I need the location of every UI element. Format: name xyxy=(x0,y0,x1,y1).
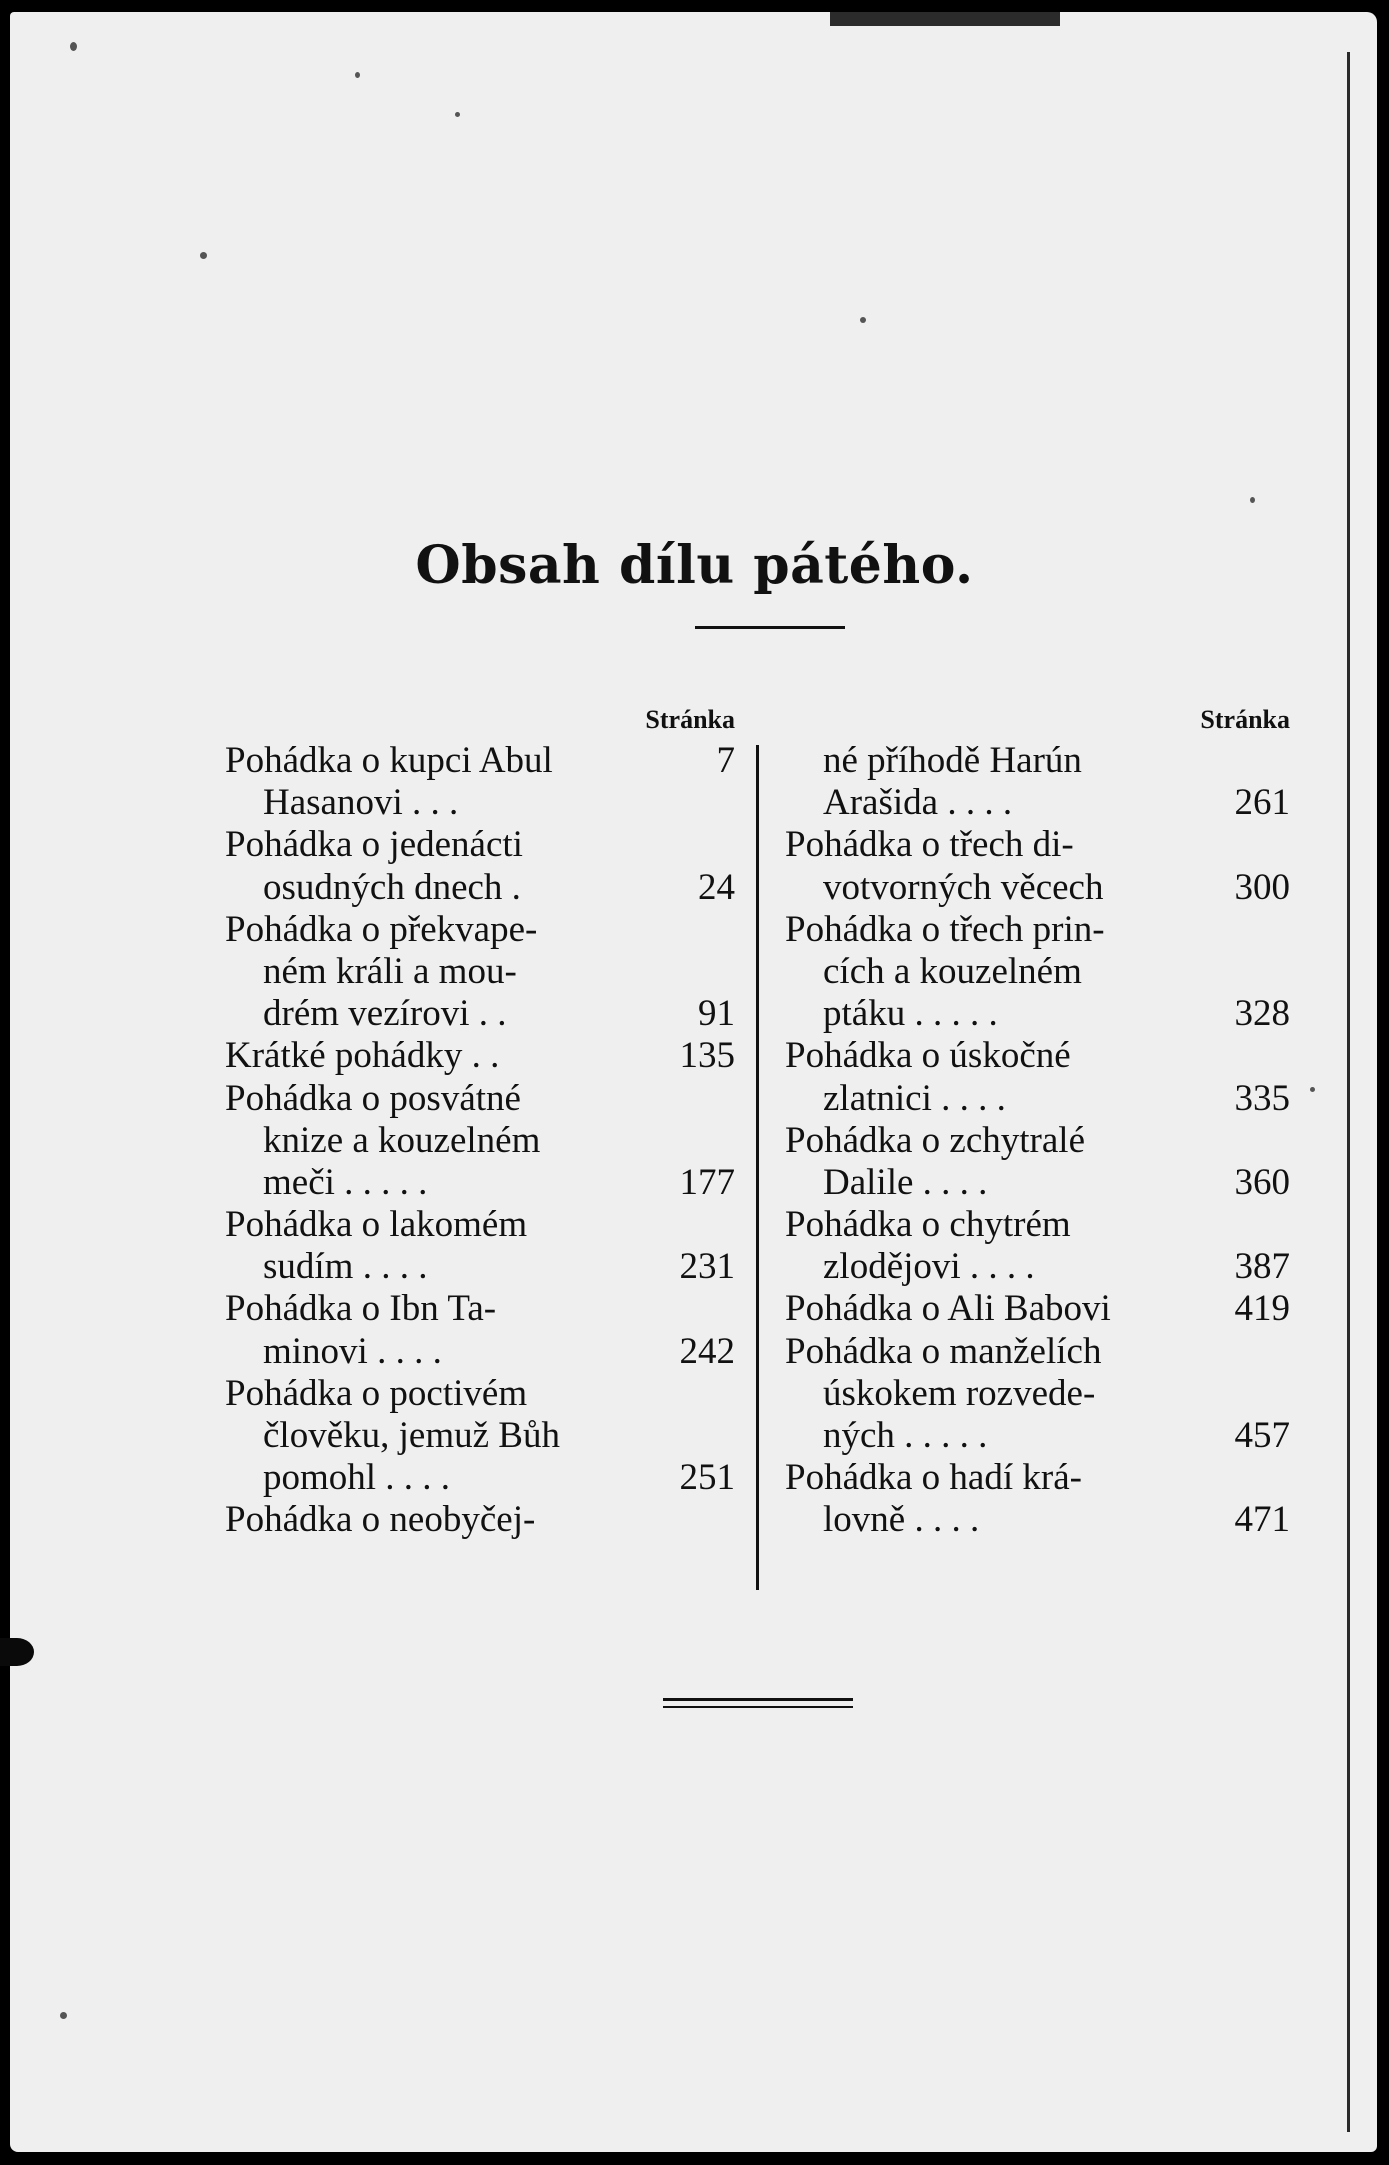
toc-page-number: 135 xyxy=(679,1035,735,1077)
toc-entry-text: Pohádka o jedenácti xyxy=(225,824,523,866)
toc-line xyxy=(225,740,735,782)
speck xyxy=(200,252,207,259)
toc-line xyxy=(785,1499,1290,1541)
toc-line xyxy=(225,1373,735,1415)
toc-line xyxy=(225,1288,735,1330)
toc-page-number: 242 xyxy=(679,1330,735,1372)
toc-entry-text: Pohádka o chytrém xyxy=(785,1204,1071,1246)
toc-line xyxy=(785,951,1290,993)
speck xyxy=(1310,1087,1315,1092)
toc-line xyxy=(225,1162,735,1204)
toc-left-column xyxy=(225,700,735,1542)
toc-entry-text: Pohádka o Ali Babovi xyxy=(785,1288,1111,1330)
toc-line xyxy=(785,1288,1290,1330)
toc-entry-text: knize a kouzelném xyxy=(263,1119,541,1161)
toc-page-number: 457 xyxy=(1234,1415,1290,1456)
toc-line xyxy=(225,1120,735,1162)
toc-page-number: 335 xyxy=(1234,1077,1290,1119)
toc-entry-text: Dalile . . . . xyxy=(823,1161,988,1203)
toc-line xyxy=(225,909,735,951)
toc-page-number: 261 xyxy=(1234,782,1290,824)
toc-line xyxy=(785,867,1290,909)
toc-entry-text: cích a kouzelném xyxy=(823,950,1082,992)
toc-entry-text: pomohl . . . . xyxy=(263,1457,451,1499)
toc-line xyxy=(785,993,1290,1035)
toc-line xyxy=(225,1331,735,1373)
toc-entry-text: Pohádka o třech prin- xyxy=(785,908,1105,950)
column-header-page: Stránka xyxy=(645,705,735,734)
bottom-rule xyxy=(663,1706,853,1708)
toc-line xyxy=(225,1415,735,1457)
toc-line xyxy=(225,824,735,866)
toc-line xyxy=(225,1457,735,1499)
toc-line xyxy=(785,1162,1290,1204)
toc-line xyxy=(225,1204,735,1246)
toc-entry-text: Pohádka o lakomém xyxy=(225,1204,528,1246)
toc-line xyxy=(225,867,735,909)
toc-line xyxy=(785,824,1290,866)
page-edge-shadow xyxy=(1347,52,1350,2132)
toc-entry-text: Pohádka o úskočné xyxy=(785,1035,1071,1077)
toc-right-lines xyxy=(785,740,1290,1542)
toc-line xyxy=(225,1035,735,1077)
toc-line xyxy=(785,1204,1290,1246)
toc-entry-text: Hasanovi . . . xyxy=(263,782,459,824)
toc-entry-text: votvorných věcech xyxy=(823,866,1104,908)
toc-line xyxy=(225,993,735,1035)
speck xyxy=(60,2012,67,2019)
speck xyxy=(860,317,866,323)
toc-left-lines xyxy=(225,740,735,1542)
speck xyxy=(455,112,460,117)
toc-page-number: 231 xyxy=(679,1246,735,1288)
toc-entry-text: Pohádka o překvape- xyxy=(225,908,538,950)
toc-entry-text: ných . . . . . xyxy=(823,1415,988,1456)
toc-entry-text: úskokem rozvede- xyxy=(823,1372,1096,1414)
page-top-smudge xyxy=(830,12,1060,26)
bottom-rule xyxy=(663,1698,853,1701)
toc-entry-text: minovi . . . . xyxy=(263,1330,442,1372)
toc-right-column xyxy=(785,700,1290,1542)
toc-line xyxy=(785,1120,1290,1162)
toc-line xyxy=(225,1246,735,1288)
toc-page-number: 24 xyxy=(698,866,735,908)
toc-entry-text: sudím . . . . xyxy=(263,1246,428,1288)
toc-page-number: 387 xyxy=(1234,1246,1290,1288)
toc-page-number: 360 xyxy=(1234,1161,1290,1203)
toc-page-number: 7 xyxy=(716,740,735,781)
toc-entry-text: meči . . . . . xyxy=(263,1161,428,1203)
speck xyxy=(355,72,360,78)
toc-page-number: 471 xyxy=(1234,1499,1290,1541)
toc-line xyxy=(785,1331,1290,1373)
toc-entry-text: ném králi a mou- xyxy=(263,950,517,992)
column-header-page: Stránka xyxy=(1200,705,1290,734)
toc-line xyxy=(225,951,735,993)
toc-entry-text: Pohádka o kupci Abul xyxy=(225,740,553,781)
column-divider xyxy=(756,745,759,1590)
toc-entry-text: Krátké pohádky . . xyxy=(225,1035,500,1077)
toc-line xyxy=(785,782,1290,824)
toc-entry-text: Pohádka o posvátné xyxy=(225,1077,521,1119)
toc-line xyxy=(785,909,1290,951)
toc-entry-text: ptáku . . . . . xyxy=(823,993,998,1035)
speck xyxy=(70,42,77,51)
toc-entry-text: člověku, jemuž Bůh xyxy=(263,1415,560,1456)
toc-entry-text: Pohádka o neobyčej- xyxy=(225,1499,536,1541)
toc-entry-text: Pohádka o Ibn Ta- xyxy=(225,1288,497,1330)
toc-entry-text: zlatnici . . . . xyxy=(823,1077,1006,1119)
toc-entry-text: osudných dnech . xyxy=(263,866,521,908)
toc-entry-text: Pohádka o hadí krá- xyxy=(785,1457,1082,1499)
title-rule xyxy=(695,626,845,629)
toc-page-number: 251 xyxy=(679,1457,735,1499)
speck xyxy=(1250,497,1255,503)
toc-line xyxy=(785,1035,1290,1077)
toc-entry-text: Pohádka o třech di- xyxy=(785,824,1074,866)
toc-entry-text: zlodějovi . . . . xyxy=(823,1246,1035,1288)
toc-page-number: 419 xyxy=(1234,1288,1290,1330)
toc-line xyxy=(785,740,1290,782)
toc-line xyxy=(785,1078,1290,1120)
toc-entry-text: Pohádka o manželích xyxy=(785,1330,1102,1372)
toc-entry-text: lovně . . . . xyxy=(823,1499,980,1541)
ink-blot xyxy=(0,1638,34,1666)
page-title: Obsah dílu pátého. xyxy=(415,535,974,596)
toc-entry-text: Arašida . . . . xyxy=(823,782,1013,824)
toc-line xyxy=(225,782,735,824)
toc-entry-text: Pohádka o poctivém xyxy=(225,1372,528,1414)
toc-page-number: 300 xyxy=(1234,866,1290,908)
toc-line xyxy=(785,1373,1290,1415)
toc-page-number: 91 xyxy=(698,993,735,1035)
toc-line xyxy=(225,1078,735,1120)
toc-line xyxy=(785,1246,1290,1288)
toc-page-number: 328 xyxy=(1234,993,1290,1035)
toc-entry-text: drém vezírovi . . xyxy=(263,993,507,1035)
toc-line xyxy=(785,1415,1290,1457)
toc-entry-text: Pohádka o zchytralé xyxy=(785,1119,1085,1161)
toc-line xyxy=(225,1499,735,1541)
toc-page-number: 177 xyxy=(679,1161,735,1203)
toc-line xyxy=(785,1457,1290,1499)
toc-entry-text: né příhodě Harún xyxy=(823,740,1082,781)
